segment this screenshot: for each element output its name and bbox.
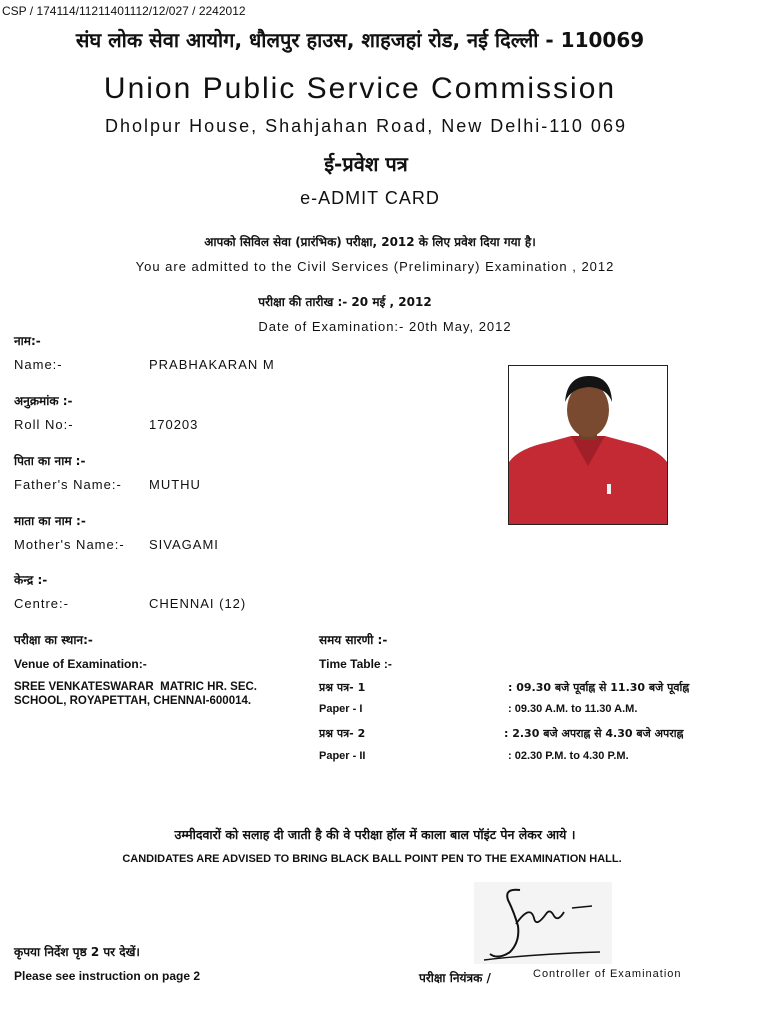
mother-hindi-label: माता का नाम :- — [14, 514, 86, 528]
hindi-controller: परीक्षा नियंत्रक / — [419, 971, 491, 985]
hindi-instruction: कृपया निर्देश पृष्ठ 2 पर देखें। — [14, 945, 140, 959]
father-label: Father's Name:- — [14, 477, 122, 492]
signature-icon — [474, 882, 612, 964]
paper1-hindi: प्रश्न पत्र- 1 — [319, 681, 366, 694]
person-silhouette-icon — [509, 366, 667, 524]
paper2-hindi-time: : 2.30 बजे अपराह्न से 4.30 बजे अपराह्न — [504, 727, 684, 740]
paper1-hindi-time: : 09.30 बजे पूर्वाह्न से 11.30 बजे पूर्वाह्न — [508, 681, 690, 694]
name-value: PRABHAKARAN M — [149, 357, 275, 372]
candidate-photo — [508, 365, 668, 525]
paper2-hindi: प्रश्न पत्र- 2 — [319, 727, 366, 740]
centre-value: CHENNAI (12) — [149, 596, 247, 611]
mother-value: SIVAGAMI — [149, 537, 219, 552]
controller-title: Controller of Examination — [533, 968, 682, 980]
hindi-exam-date: परीक्षा की तारीख :- 20 मई , 2012 — [258, 295, 432, 309]
instruction: Please see instruction on page 2 — [14, 969, 201, 983]
venue-label: Venue of Examination:- — [14, 657, 147, 671]
venue-hindi-label: परीक्षा का स्थान:- — [14, 633, 93, 647]
venue-value: SREE VENKATESWARAR MATRIC HR. SEC. SCHOOL, ROYAPETTAH, CHENNAI-600014. — [14, 681, 258, 707]
timetable-hindi-label: समय सारणी :- — [319, 633, 388, 647]
address: Dholpur House, Shahjahan Road, New Delhi-110 069 — [105, 116, 627, 136]
paper1-label: Paper - I — [319, 703, 363, 715]
paper2-time: : 02.30 P.M. to 4.30 P.M. — [508, 750, 629, 762]
paper2-label: Paper - II — [319, 750, 366, 762]
roll-hindi-label: अनुक्रमांक :- — [14, 394, 73, 408]
name-hindi-label: नाम:- — [14, 334, 41, 348]
hindi-admission-text: आपको सिविल सेवा (प्रारंभिक) परीक्षा, 2012 के लिए प्रवेश दिया गया है। — [204, 235, 536, 249]
card-title: e-ADMIT CARD — [300, 188, 440, 208]
hindi-card-title: ई-प्रवेश पत्र — [324, 152, 408, 176]
father-value: MUTHU — [149, 477, 201, 492]
hindi-header: संघ लोक सेवा आयोग, धौलपुर हाउस, शाहजहां रोड, नई दिल्ली - 110069 — [75, 28, 645, 52]
centre-label: Centre:- — [14, 596, 69, 611]
admission-text: You are admitted to the Civil Services (Preliminary) Examination , 2012 — [135, 259, 615, 274]
advice: CANDIDATES ARE ADVISED TO BRING BLACK BALL POINT PEN TO THE EXAMINATION HALL. — [122, 853, 622, 865]
mother-label: Mother's Name:- — [14, 537, 125, 552]
roll-label: Roll No:- — [14, 417, 74, 432]
timetable-label: Time Table :- — [319, 657, 392, 671]
controller-signature — [474, 882, 612, 964]
reference-number: CSP / 174114/11211401112/12/027 / 2242012 — [2, 4, 246, 18]
father-hindi-label: पिता का नाम :- — [14, 454, 86, 468]
centre-hindi-label: केन्द्र :- — [14, 573, 48, 587]
exam-date: Date of Examination:- 20th May, 2012 — [258, 319, 512, 334]
page-title: Union Public Service Commission — [103, 72, 617, 105]
name-label: Name:- — [14, 357, 63, 372]
paper1-time: : 09.30 A.M. to 11.30 A.M. — [508, 703, 638, 715]
hindi-advice: उम्मीदवारों को सलाह दी जाती है की वे परीक्षा हॉल में काला बाल पॉइंट पेन लेकर आये । — [174, 827, 576, 842]
roll-value: 170203 — [149, 417, 199, 432]
